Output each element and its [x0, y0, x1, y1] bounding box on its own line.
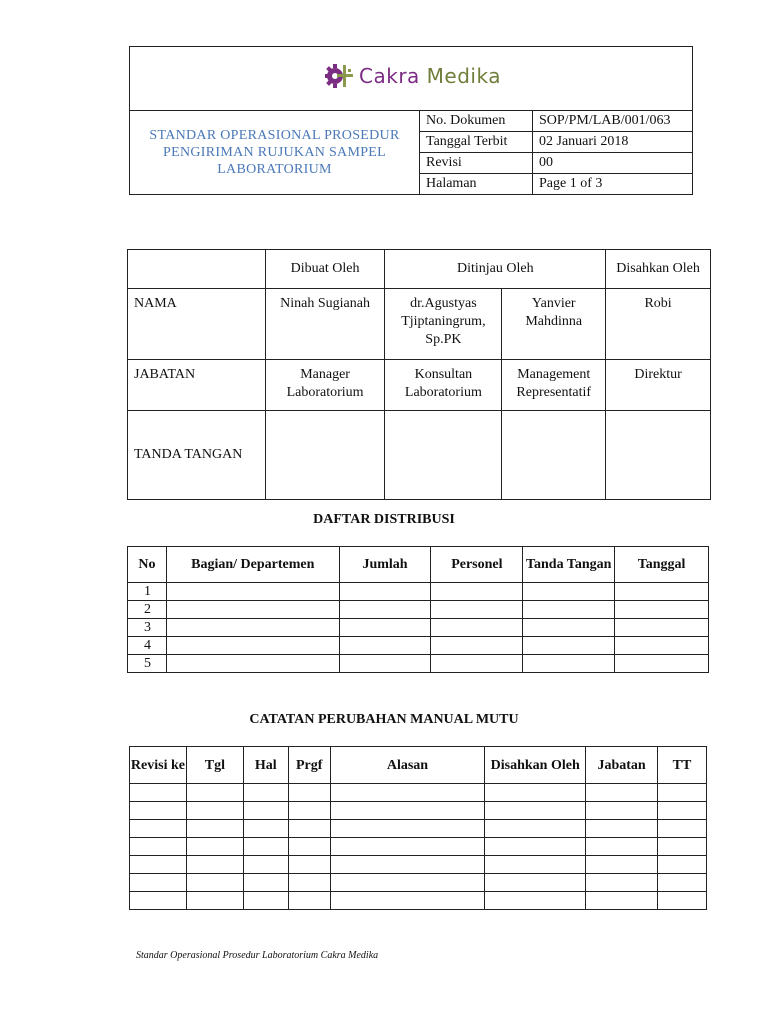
chg-header-date: Tgl — [186, 747, 243, 784]
cakra-logo-icon — [321, 59, 355, 93]
signature-cell — [385, 411, 502, 500]
dist-header-department: Bagian/ Departemen — [166, 547, 339, 583]
approval-corner-cell — [128, 250, 266, 289]
meta-label-issue-date: Tanggal Terbit — [420, 132, 533, 153]
signature-cell — [265, 411, 385, 500]
meta-value-page: Page 1 of 3 — [533, 174, 693, 195]
changes-table — [129, 746, 707, 910]
logo-cell — [130, 47, 693, 111]
meta-value-doc-no: SOP/PM/LAB/001/063 — [533, 111, 693, 132]
dist-header-quantity: Jumlah — [339, 547, 431, 583]
logo-text-cakra: Cakra — [359, 64, 427, 88]
chg-header-revision: Revisi ke — [130, 747, 187, 784]
approval-row-label-name: NAMA — [128, 289, 266, 360]
dist-header-date: Tanggal — [615, 547, 709, 583]
dist-row-no: 1 — [128, 583, 167, 601]
meta-value-revision: 00 — [533, 153, 693, 174]
approval-table — [127, 249, 711, 500]
table-row — [130, 874, 707, 892]
chg-header-signature: TT — [658, 747, 707, 784]
approval-name-cell: dr.Agustyas Tjiptaningrum, Sp.PK — [385, 289, 502, 360]
logo-text-medika: Medika — [426, 64, 501, 88]
approval-header-approved-by: Disahkan Oleh — [606, 250, 711, 289]
table-row — [128, 583, 709, 601]
approval-name-cell: Robi — [606, 289, 711, 360]
dist-row-no: 2 — [128, 601, 167, 619]
page-footer: Standar Operasional Prosedur Laboratorium Cakra Medika — [136, 950, 379, 961]
company-logo — [321, 59, 501, 93]
table-row — [130, 802, 707, 820]
dist-row-no: 4 — [128, 637, 167, 655]
signature-cell — [606, 411, 711, 500]
meta-label-revision: Revisi — [420, 153, 533, 174]
approval-row-label-signature: TANDA TANGAN — [128, 411, 266, 500]
approval-position-cell: Konsultan Laboratorium — [385, 360, 502, 411]
approval-position-cell: Direktur — [606, 360, 711, 411]
distribution-table — [127, 546, 709, 673]
table-row — [130, 784, 707, 802]
approval-name-cell: Yanvier Mahdinna — [502, 289, 606, 360]
signature-cell — [502, 411, 606, 500]
sop-title-line-1: STANDAR OPERASIONAL PROSEDUR — [149, 128, 400, 143]
table-row — [128, 619, 709, 637]
dist-header-signature: Tanda Tangan — [523, 547, 615, 583]
table-row — [130, 820, 707, 838]
dist-row-no: 5 — [128, 655, 167, 673]
chg-header-page: Hal — [243, 747, 288, 784]
table-row — [130, 856, 707, 874]
chg-header-paragraph: Prgf — [288, 747, 330, 784]
approval-row-label-position: JABATAN — [128, 360, 266, 411]
distribution-title: DAFTAR DISTRIBUSI — [313, 512, 455, 527]
approval-header-made-by: Dibuat Oleh — [265, 250, 385, 289]
approval-header-reviewed-by: Ditinjau Oleh — [385, 250, 606, 289]
meta-label-page: Halaman — [420, 174, 533, 195]
table-row — [128, 601, 709, 619]
document-header — [129, 46, 693, 195]
dist-header-no: No — [128, 547, 167, 583]
approval-name-cell: Ninah Sugianah — [265, 289, 385, 360]
sop-title-line-3: LABORATORIUM — [217, 162, 332, 177]
chg-header-position: Jabatan — [586, 747, 658, 784]
chg-header-reason: Alasan — [330, 747, 485, 784]
table-row — [128, 637, 709, 655]
sop-title-line-2: PENGIRIMAN RUJUKAN SAMPEL — [163, 145, 386, 160]
meta-label-doc-no: No. Dokumen — [420, 111, 533, 132]
sop-title — [130, 111, 420, 195]
table-row — [130, 838, 707, 856]
table-row — [128, 655, 709, 673]
table-row — [130, 892, 707, 910]
approval-position-cell: Manager Laboratorium — [265, 360, 385, 411]
dist-row-no: 3 — [128, 619, 167, 637]
changes-title: CATATAN PERUBAHAN MANUAL MUTU — [249, 712, 519, 727]
approval-position-cell: Management Representatif — [502, 360, 606, 411]
dist-header-personnel: Personel — [431, 547, 523, 583]
meta-value-issue-date: 02 Januari 2018 — [533, 132, 693, 153]
chg-header-approved-by: Disahkan Oleh — [485, 747, 586, 784]
